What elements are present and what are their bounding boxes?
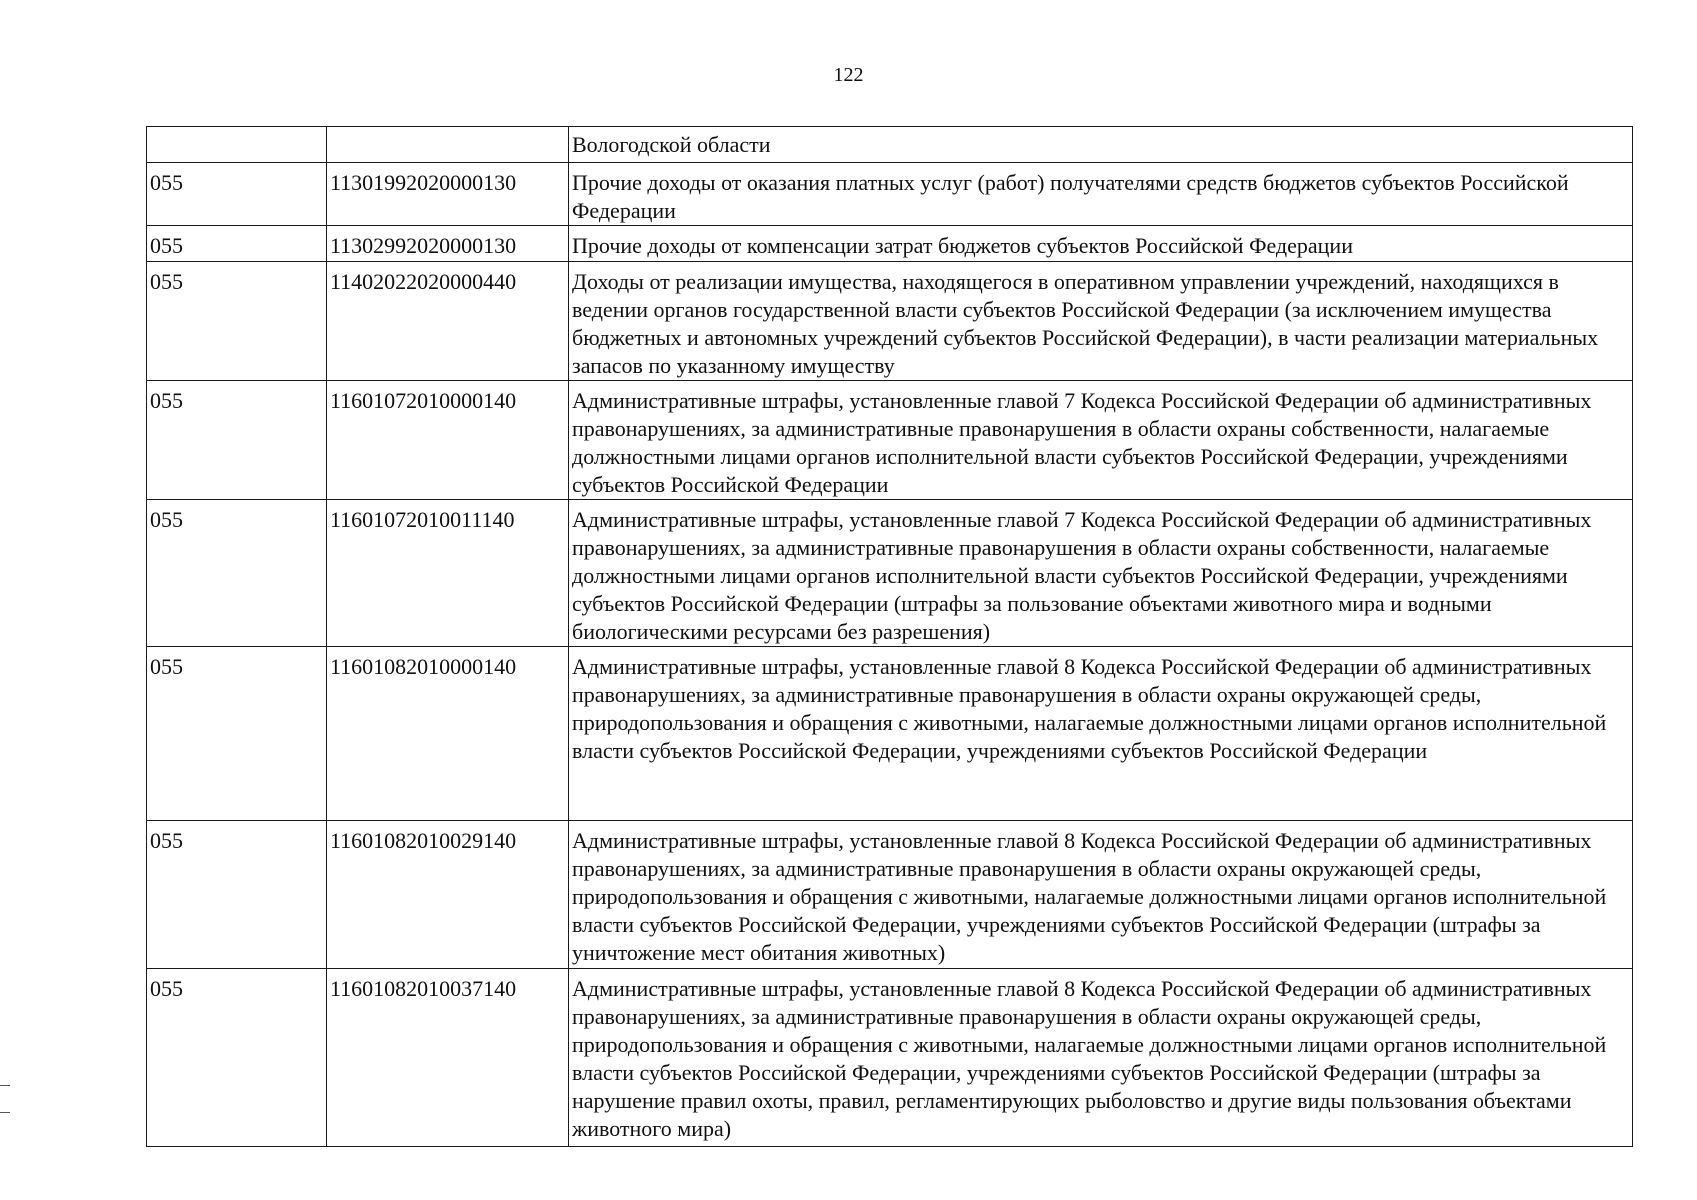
revenue-name-cell: Прочие доходы от оказания платных услуг (работ) получателями средств бюджетов субъектов Российской Федерации: [569, 163, 1633, 226]
revenue-name-cell: Административные штрафы, установленные главой 8 Кодекса Российской Федерации об административных правонарушениях, за административные правонарушения в области охраны окружающей среды, природопользования и обращения с животными, налагаемые должностными лицами органов исполнительной власти субъектов Российской Федерации, учреждениями субъектов Российской Федерации (штрафы за уничтожение мест обитания животных): [569, 821, 1633, 969]
revenue-code-cell: 11601072010000140: [327, 381, 569, 500]
table-row: [147, 127, 1633, 163]
scan-edge-mark: [0, 1112, 10, 1113]
table-row: [147, 969, 1633, 1147]
revenue-code-cell: [327, 127, 569, 163]
table-row: [147, 821, 1633, 969]
revenue-code-cell: 11601082010000140: [327, 647, 569, 821]
admin-code-cell: [147, 127, 327, 163]
revenue-code-cell: 11301992020000130: [327, 163, 569, 226]
admin-code-cell: 055: [147, 647, 327, 821]
revenue-name-cell: Вологодской области: [569, 127, 1633, 163]
admin-code-cell: 055: [147, 821, 327, 969]
revenue-code-cell: 11601082010029140: [327, 821, 569, 969]
table-row: [147, 262, 1633, 381]
scan-edge-mark: [0, 1085, 10, 1086]
admin-code-cell: 055: [147, 163, 327, 226]
revenue-code-cell: 11601072010011140: [327, 500, 569, 647]
revenue-name-cell: Доходы от реализации имущества, находящегося в оперативном управлении учреждений, находящихся в ведении органов государственной власти субъектов Российской Федерации (за исключением имущества бюджетных и автономных учреждений субъектов Российской Федерации), в части реализации материальных запасов по указанному имуществу: [569, 262, 1633, 381]
admin-code-cell: 055: [147, 381, 327, 500]
revenue-name-cell: Административные штрафы, установленные главой 8 Кодекса Российской Федерации об административных правонарушениях, за административные правонарушения в области охраны окружающей среды, природопользования и обращения с животными, налагаемые должностными лицами органов исполнительной власти субъектов Российской Федерации, учреждениями субъектов Российской Федерации (штрафы за нарушение правил охоты, правил, регламентирующих рыболовство и другие виды пользования объектами животного мира): [569, 969, 1633, 1147]
revenue-code-cell: 11402022020000440: [327, 262, 569, 381]
table-row: [147, 381, 1633, 500]
table-row: [147, 163, 1633, 226]
revenue-name-cell: Административные штрафы, установленные главой 7 Кодекса Российской Федерации об административных правонарушениях, за административные правонарушения в области охраны собственности, налагаемые должностными лицами органов исполнительной власти субъектов Российской Федерации, учреждениями субъектов Российской Федерации: [569, 381, 1633, 500]
revenue-name-cell: Административные штрафы, установленные главой 8 Кодекса Российской Федерации об административных правонарушениях, за административные правонарушения в области охраны окружающей среды, природопользования и обращения с животными, налагаемые должностными лицами органов исполнительной власти субъектов Российской Федерации, учреждениями субъектов Российской Федерации: [569, 647, 1633, 821]
revenue-name-cell: Прочие доходы от компенсации затрат бюджетов субъектов Российской Федерации: [569, 226, 1633, 262]
page-number: 122: [833, 64, 864, 86]
admin-code-cell: 055: [147, 500, 327, 647]
admin-code-cell: 055: [147, 262, 327, 381]
budget-revenue-table: [146, 126, 1633, 1147]
table-row: [147, 500, 1633, 647]
admin-code-cell: 055: [147, 226, 327, 262]
revenue-name-cell: Административные штрафы, установленные главой 7 Кодекса Российской Федерации об административных правонарушениях, за административные правонарушения в области охраны собственности, налагаемые должностными лицами органов исполнительной власти субъектов Российской Федерации, учреждениями субъектов Российской Федерации (штрафы за пользование объектами животного мира и водными биологическими ресурсами без разрешения): [569, 500, 1633, 647]
revenue-code-cell: 11601082010037140: [327, 969, 569, 1147]
revenue-code-cell: 11302992020000130: [327, 226, 569, 262]
table-row: [147, 647, 1633, 821]
admin-code-cell: 055: [147, 969, 327, 1147]
table-row: [147, 226, 1633, 262]
